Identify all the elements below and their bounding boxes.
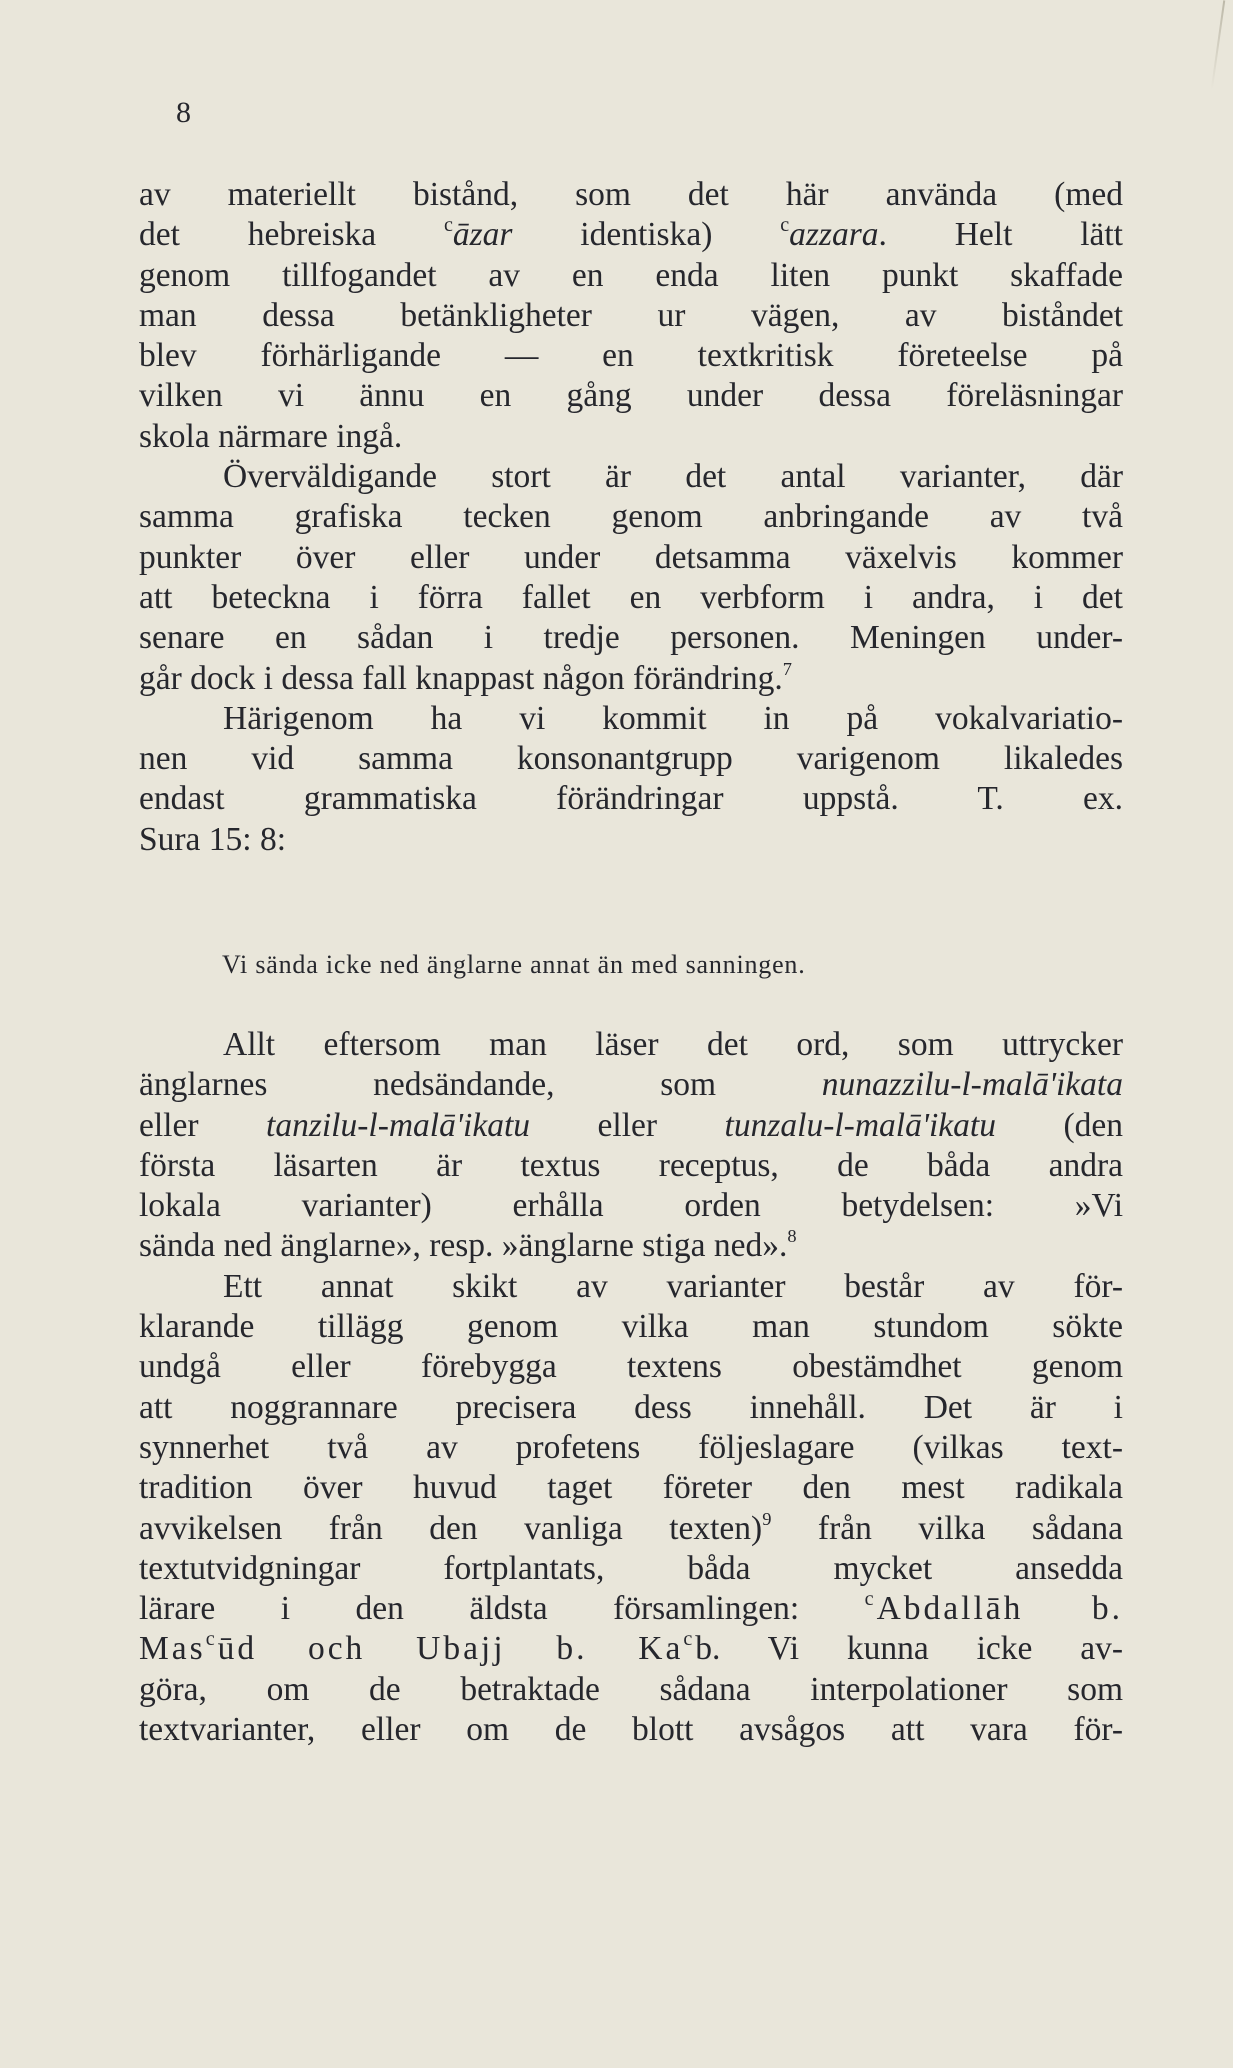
text-line: senare en sådan i tredje personen. Meningen under- [139,619,1123,657]
text-line: avvikelsen från den vanliga texten)$^9$ från vilka sådana [139,1508,1124,1547]
text-line: änglarnes nedsändande, som nunazzilu-l-malā'ikata [139,1066,1123,1104]
text-line: att beteckna i förra fallet en verbform i andra, i det [139,578,1123,616]
footnote-ref: 8 [787,1226,797,1247]
page-number: 8 [176,96,191,129]
text-line: endast grammatiska förändringar uppstå. T. ex. [139,780,1123,818]
person-name: $^c$Abdallāh b. [864,1588,1124,1628]
text-line: undgå eller förebygga textens obestämdhet genom [139,1348,1123,1386]
text-line: tradition över huvud taget företer den mest radikala [139,1469,1123,1507]
text-line: eller tanzilu-l-malā'ikatu eller tunzalu-l-malā'ikatu (den [139,1106,1124,1144]
text-line: göra, om de betraktade sådana interpolationer som [139,1670,1123,1708]
text-line: samma grafiska tecken genom anbringande av två [139,498,1123,536]
transliteration: tanzilu-l-malā'ikatu [266,1106,531,1144]
transliteration: nunazzilu-l-malā'ikata [821,1066,1123,1104]
text-line: textvarianter, eller om de blott avsågos att vara för- [139,1711,1123,1749]
text-line: genom tillfogandet av en enda liten punkt skaffade [139,256,1123,294]
footnote-ref: 9 [762,1508,772,1529]
text-line: att noggrannare precisera dess innehåll. Det är i [139,1388,1123,1426]
text-line: synnerhet två av profetens följeslagare (vilkas text- [139,1428,1123,1466]
text-line: nen vid samma konsonantgrupp varigenom likaledes [139,740,1123,778]
text-line: man dessa betänkligheter ur vägen, av biståndet [139,296,1123,334]
transliteration: azzara [789,216,879,254]
text-line: Mas$^c$ūd och Ubajj b. Ka$^c$b. Vi kunna icke av- [139,1628,1124,1668]
main-text-top [139,175,1123,860]
text-line: lärare i den äldsta församlingen: $^c$Abdallāh b. [139,1588,1124,1628]
main-text-bottom [139,1025,1123,1750]
text-line: vilken vi ännu en gång under dessa föreläsningar [139,377,1123,415]
text-line: Sura 15: 8: [139,820,287,858]
text-line: av materiellt bistånd, som det här använda (med [139,176,1123,213]
text-line: punkter över eller under detsamma växelvis kommer [139,538,1123,576]
text-line: går dock i dessa fall knappast någon förändring.$^7$ [139,658,792,697]
person-name: Mas$^c$ūd och Ubajj b. Ka$^c$ [139,1628,696,1668]
text-line: Härigenom ha vi kommit in på vokalvariatio- [223,699,1123,737]
text-line: första läsarten är textus receptus, de båda andra [139,1146,1123,1184]
text-line: klarande tillägg genom vilka man stundom sökte [139,1308,1123,1346]
text-line: det hebreiska $^c$āzar identiska) $^c$azzara. Helt lätt [139,214,1123,254]
transliteration: tunzalu-l-malā'ikatu [724,1106,996,1144]
quotation: Vi sända icke ned änglarne annat än med sanningen. [222,950,806,979]
text-line: skola närmare ingå. [139,417,403,455]
transliteration: āzar [452,216,513,254]
page-edge-mark [1211,0,1226,89]
text-line: blev förhärligande — en textkritisk företeelse på [139,337,1123,375]
footnote-ref: 7 [782,658,792,679]
text-line: textutvidgningar fortplantats, båda mycket ansedda [139,1549,1123,1587]
text-line: lokala varianter) erhålla orden betydelsen: »Vi [139,1187,1123,1225]
text-line: Allt eftersom man läser det ord, som uttrycker [223,1026,1123,1063]
text-line: Ett annat skikt av varianter består av för- [223,1267,1123,1305]
text-line: Överväldigande stort är det antal varianter, där [223,458,1123,496]
text-line: sända ned änglarne», resp. »änglarne stiga ned».$^8$ [139,1226,797,1265]
